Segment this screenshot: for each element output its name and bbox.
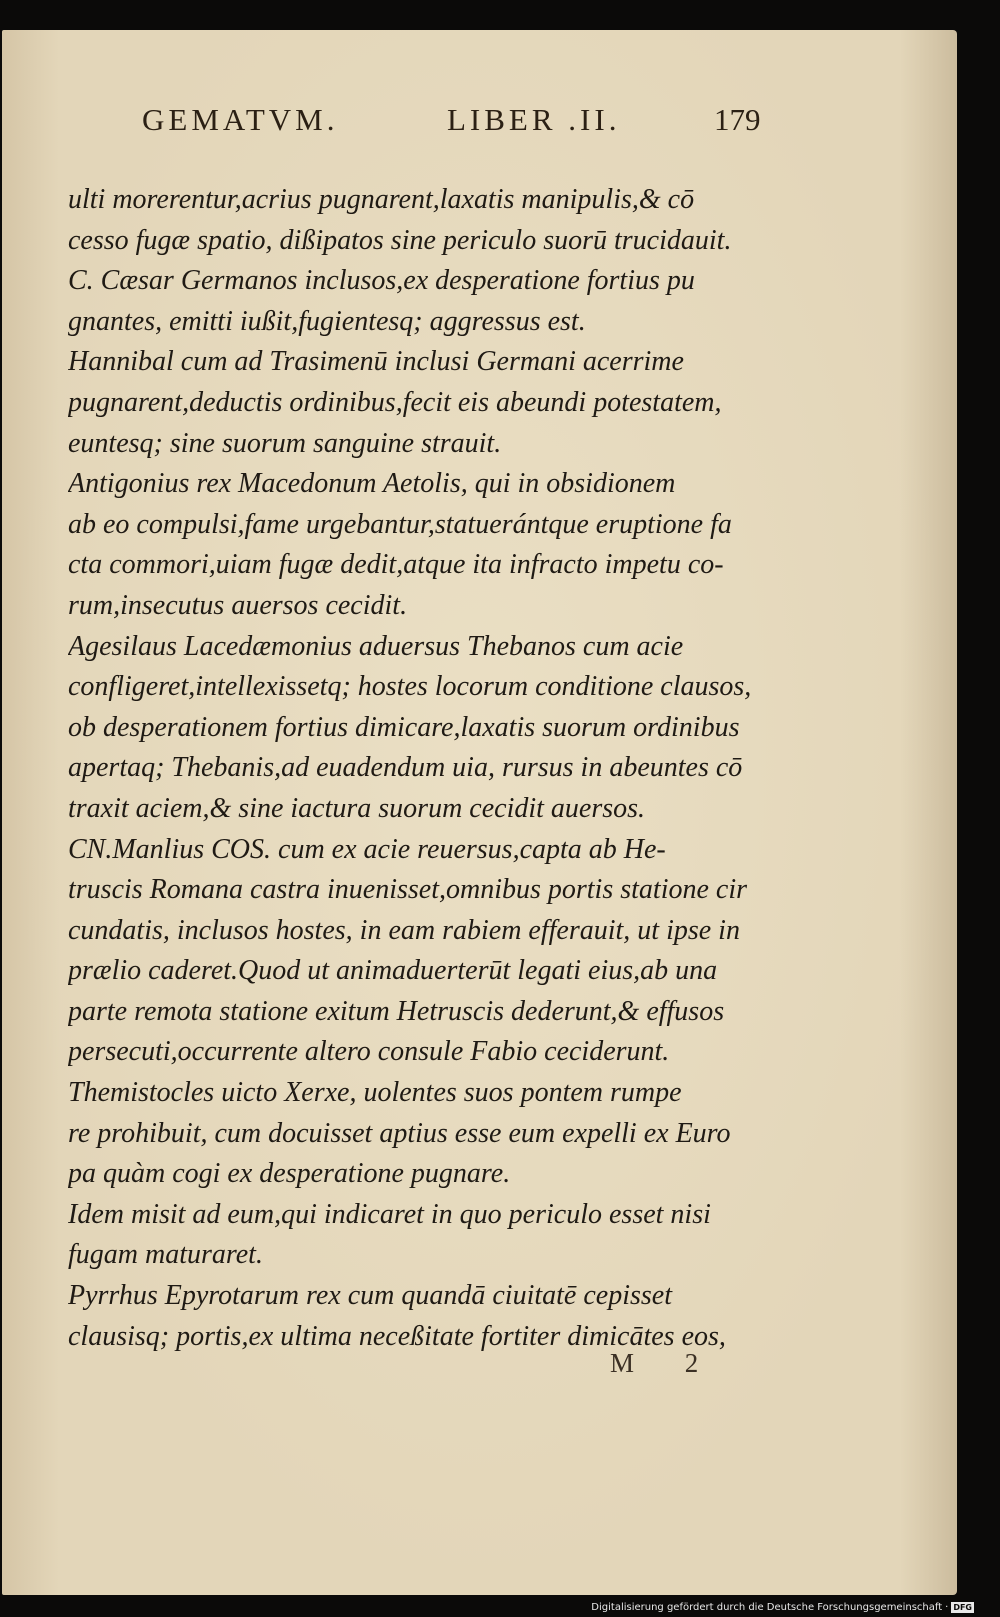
- text-line: clausisq; portis,ex ultima neceßitate fortiter dimicātes eos,: [68, 1320, 726, 1352]
- text-line: Hannibal cum ad Trasimenū inclusi Germani acerrime: [68, 346, 684, 378]
- text-line: Pyrrhus Epyrotarum rex cum quandā ciuitatē cepisset: [68, 1280, 672, 1312]
- text-line: re prohibuit, cum docuisset aptius esse eum expelli ex Euro: [68, 1117, 731, 1149]
- credit-text: Digitalisierung gefördert durch die Deutsche Forschungsgemeinschaft: [591, 1601, 943, 1613]
- text-line: CN.Manlius COS. cum ex acie reuersus,capta ab He-: [68, 833, 666, 865]
- running-head-center: LIBER .II.: [447, 102, 621, 137]
- text-line: fugam maturaret.: [68, 1239, 263, 1271]
- text-line: ob desperationem fortius dimicare,laxatis suorum ordinibus: [68, 711, 740, 743]
- text-line: Agesilaus Lacedæmonius aduersus Thebanos cum acie: [68, 630, 684, 662]
- credit-separator: ·: [945, 1601, 949, 1613]
- text-line: cundatis, inclusos hostes, in eam rabiem efferauit, ut ipse in: [68, 914, 740, 946]
- text-line: truscis Romana castra inuenisset,omnibus portis statione cir: [68, 874, 747, 906]
- text-line: traxit aciem,& sine iactura suorum cecidit auersos.: [68, 792, 646, 824]
- text-line: parte remota statione exitum Hetruscis dederunt,& effusos: [68, 995, 725, 1027]
- signature-mark: M 2: [610, 1348, 721, 1378]
- digitization-credit: [591, 1600, 974, 1614]
- text-line: cta commori,uiam fugæ dedit,atque ita infracto impetu co-: [68, 549, 724, 581]
- text-line: C. Cæsar Germanos inclusos,ex desperatione fortius pu: [68, 265, 695, 297]
- text-line: Themistocles uicto Xerxe, uolentes suos pontem rumpe: [68, 1077, 682, 1109]
- text-line: cesso fugæ spatio, dißipatos sine periculo suorū trucidauit.: [68, 224, 732, 256]
- dfg-logo: DFG: [953, 1602, 972, 1612]
- text-line: pa quàm cogi ex desperatione pugnare.: [68, 1158, 511, 1190]
- running-head-left: GEMATVM.: [142, 102, 339, 137]
- body-text: [68, 180, 780, 1357]
- text-line: euntesq; sine suorum sanguine strauit.: [68, 427, 502, 459]
- page-number: 179: [714, 102, 761, 137]
- text-line: Antigonius rex Macedonum Aetolis, qui in obsidionem: [68, 468, 676, 500]
- text-line: rum,insecutus auersos cecidit.: [68, 589, 408, 621]
- text-line: apertaq; Thebanis,ad euadendum uia, rursus in abeuntes cō: [68, 752, 743, 784]
- text-line: Idem misit ad eum,qui indicaret in quo periculo esset nisi: [68, 1198, 711, 1230]
- text-line: gnantes, emitti iußit,fugientesq; aggressus est.: [68, 305, 586, 337]
- running-head: [2, 102, 957, 142]
- text-line: pugnarent,deductis ordinibus,fecit eis abeundi potestatem,: [68, 386, 722, 418]
- book-page: [2, 30, 957, 1595]
- text-line: confligeret,intellexissetq; hostes locorum conditione clausos,: [68, 671, 752, 703]
- text-line: ulti morerentur,acrius pugnarent,laxatis manipulis,& cō: [68, 184, 695, 215]
- text-line: persecuti,occurrente altero consule Fabio ceciderunt.: [68, 1036, 670, 1068]
- text-line: ab eo compulsi,fame urgebantur,statuerántque eruptione fa: [68, 508, 732, 540]
- text-line: prælio caderet.Quod ut animaduerterūt legati eius,ab una: [68, 955, 718, 987]
